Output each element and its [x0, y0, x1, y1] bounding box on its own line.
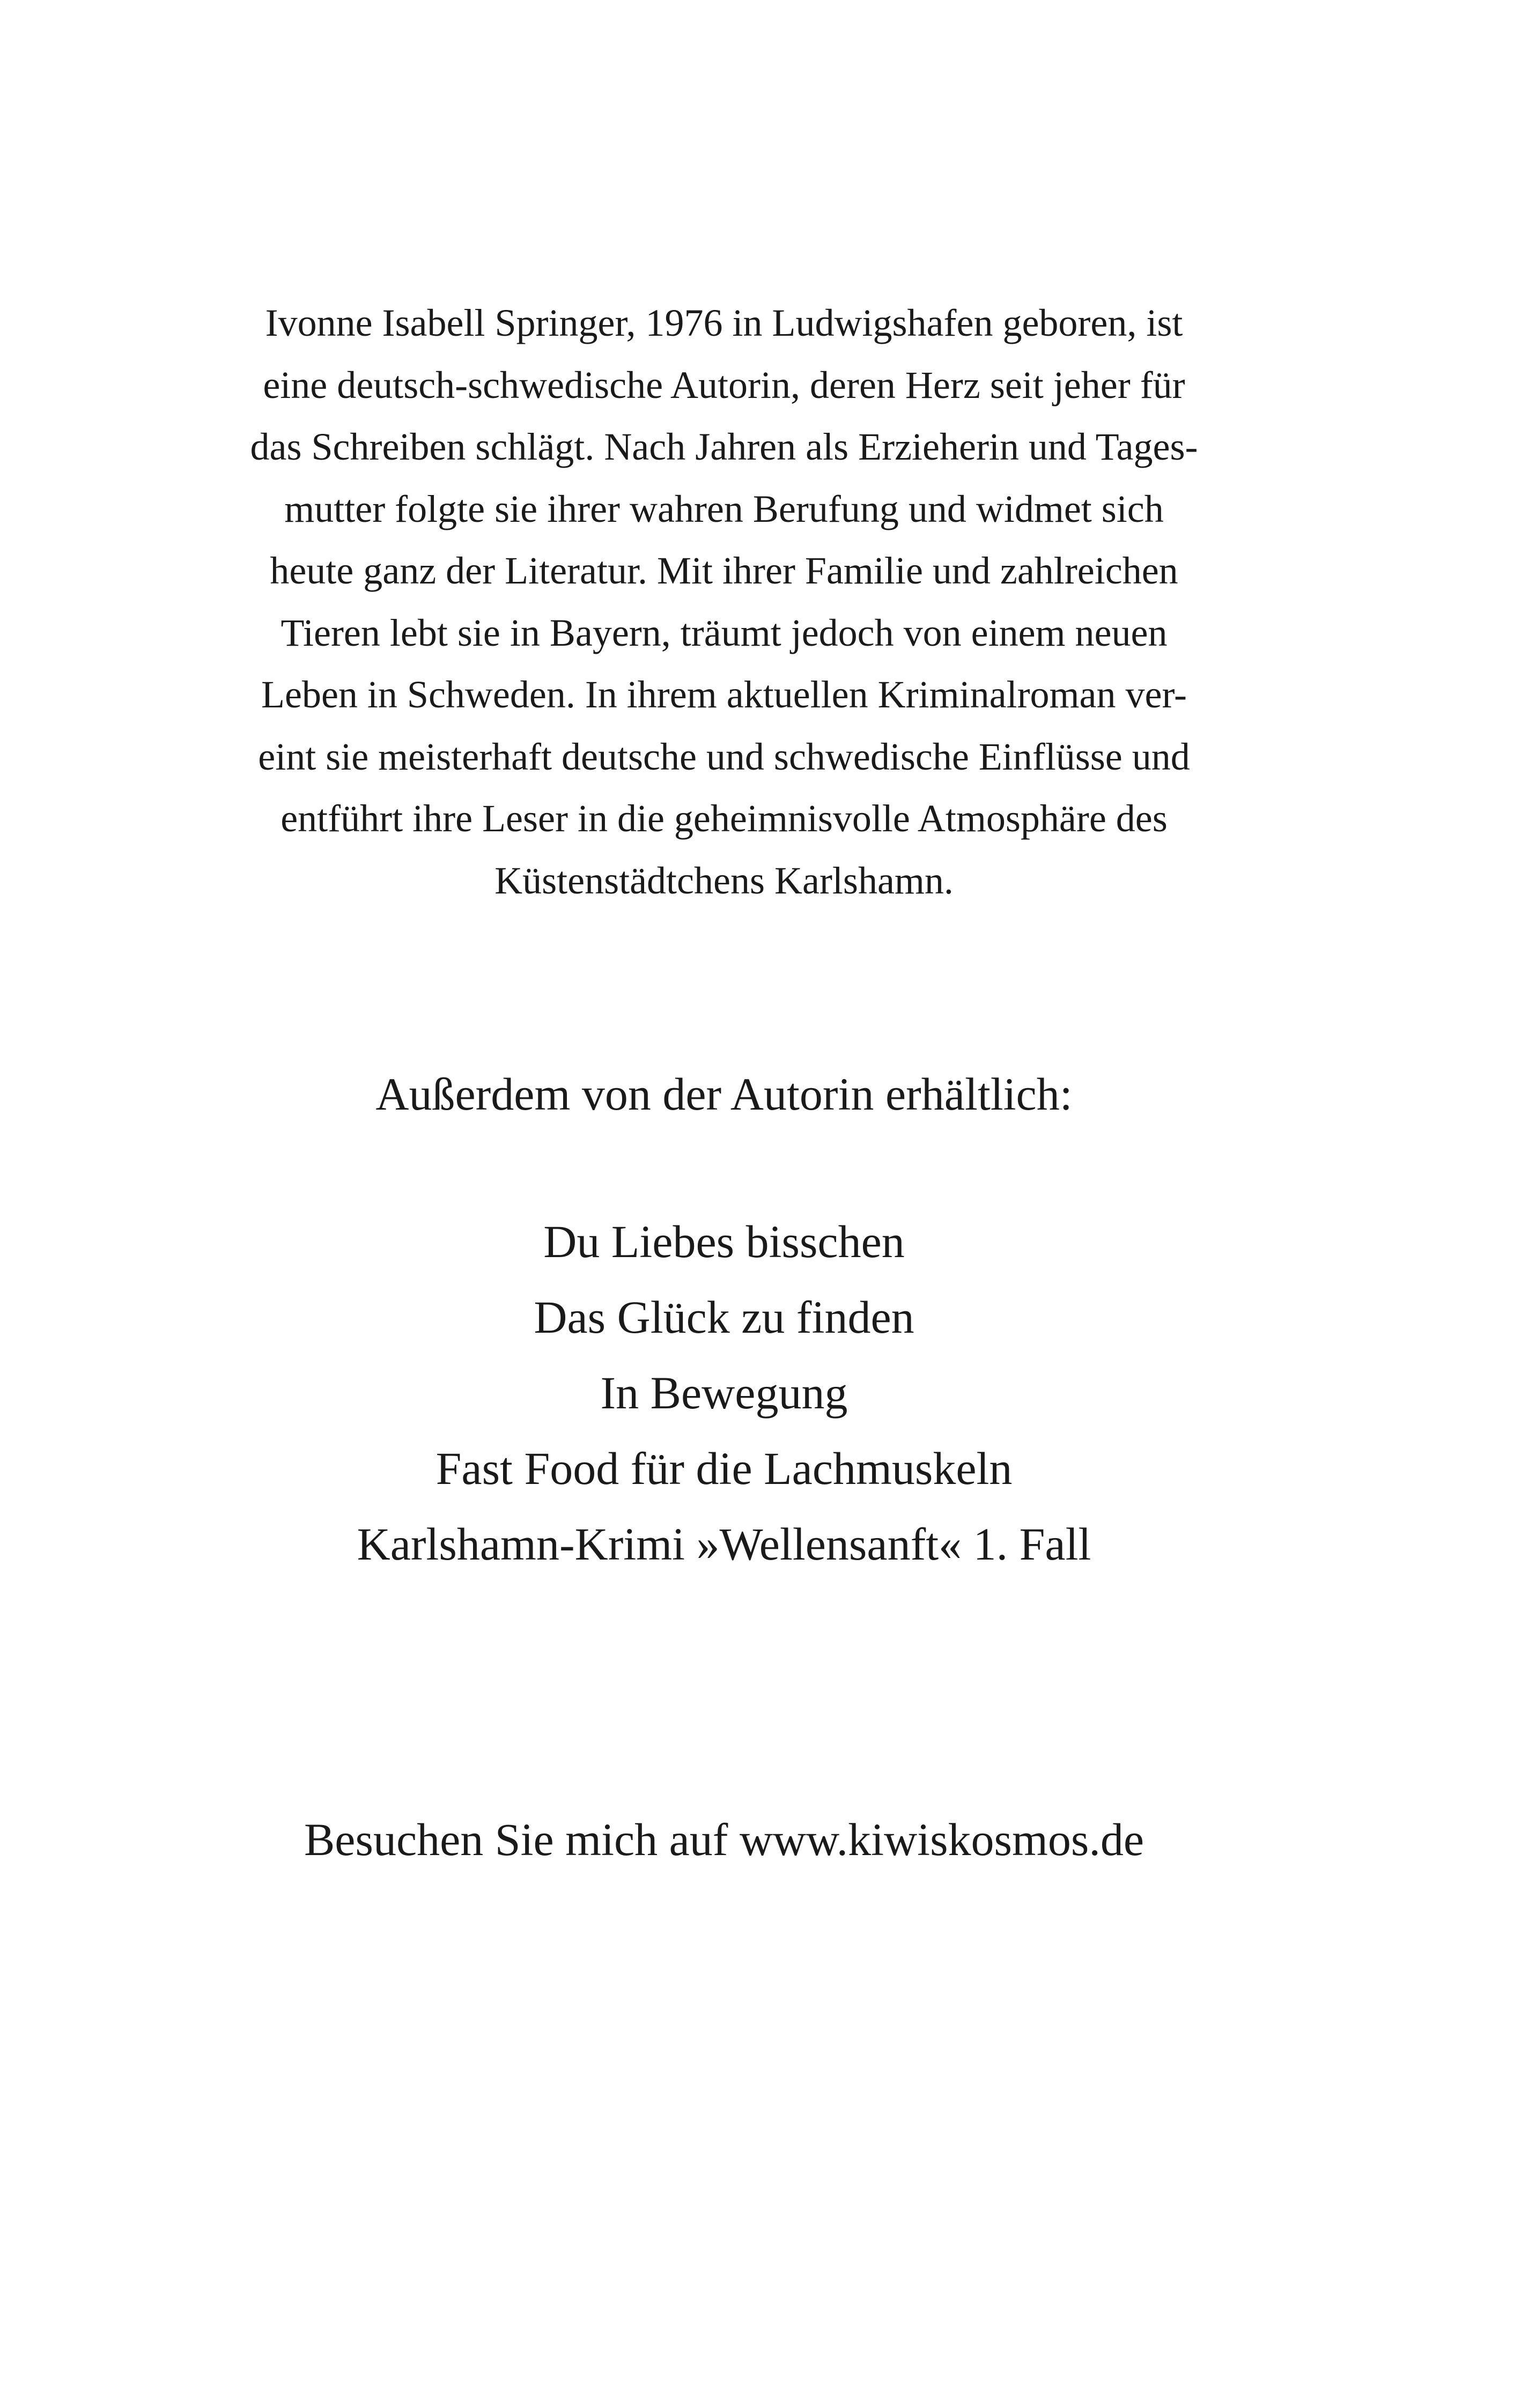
bio-line: Ivonne Isabell Springer, 1976 in Ludwigshafen geboren, ist	[265, 301, 1183, 344]
bio-line: mutter folgte sie ihrer wahren Berufung und widmet sich	[284, 487, 1164, 530]
bio-line: heute ganz der Literatur. Mit ihrer Familie und zahlreichen	[270, 549, 1178, 592]
book-title: Das Glück zu finden	[534, 1291, 914, 1343]
book-title: In Bewegung	[600, 1367, 848, 1419]
bio-line: Tieren lebt sie in Bayern, träumt jedoch von einem neuen	[280, 611, 1168, 654]
website-note: Besuchen Sie mich auf www.kiwiskosmos.de	[304, 1814, 1145, 1865]
book-title: Du Liebes bisschen	[543, 1216, 905, 1267]
author-bio	[161, 292, 1287, 912]
also-available-heading: Außerdem von der Autorin erhältlich:	[375, 1068, 1073, 1120]
book-list	[161, 1204, 1287, 1582]
bio-line: eint sie meisterhaft deutsche und schwedische Einflüsse und	[258, 735, 1190, 778]
bio-line: entführt ihre Leser in die geheimnisvolle Atmosphäre des	[280, 797, 1168, 840]
bio-line: Küstenstädtchens Karlshamn.	[494, 859, 954, 902]
book-title: Karlshamn-Krimi »Wellensanft« 1. Fall	[357, 1518, 1091, 1570]
book-title: Fast Food für die Lachmuskeln	[435, 1443, 1013, 1494]
bio-line: das Schreiben schlägt. Nach Jahren als Erzieherin und Tages-	[250, 425, 1198, 468]
bio-line: eine deutsch-schwedische Autorin, deren Herz seit jeher für	[263, 363, 1185, 407]
bio-line: Leben in Schweden. In ihrem aktuellen Kriminalroman ver-	[261, 673, 1187, 716]
